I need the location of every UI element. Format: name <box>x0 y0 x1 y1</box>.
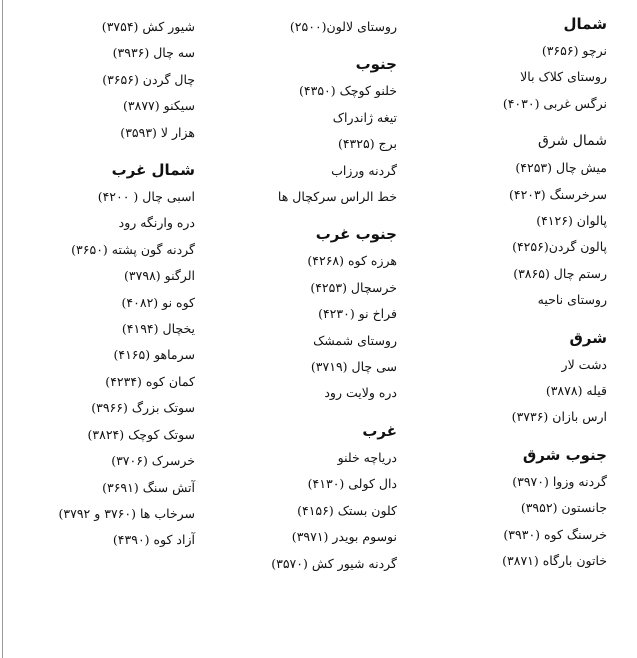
column-middle <box>227 14 397 591</box>
section-heading: جنوب شرق <box>522 445 607 464</box>
section-continued <box>227 14 397 40</box>
list-item: گردنه گون پشته (۳۶۵۰) <box>71 241 195 257</box>
list-item: خط الراس سرکچال ها <box>277 189 397 205</box>
section-heading: شرق <box>569 328 607 347</box>
list-item: دال کولی (۴۱۳۰) <box>307 476 397 492</box>
list-item: خرسنگ کوه (۳۹۳۰) <box>503 526 607 542</box>
list-item: برج (۴۳۲۵) <box>337 136 397 152</box>
list-item: خلنو کوچک (۴۳۵۰) <box>299 83 397 99</box>
list-item: قیله (۳۸۷۸) <box>545 383 607 399</box>
section-north <box>437 14 607 117</box>
section-east <box>437 328 607 431</box>
list-item: هزار لا (۳۵۹۳) <box>120 124 195 140</box>
list-item: سیکنو (۳۸۷۷) <box>123 98 195 114</box>
list-item: نرچو (۳۶۵۶) <box>541 43 607 58</box>
list-item: هرزه کوه (۴۲۶۸) <box>307 253 397 269</box>
section-heading: شمال <box>563 15 607 33</box>
list-item: سرماهو (۴۱۶۵) <box>113 347 195 363</box>
list-item: سی چال (۳۷۱۹) <box>310 359 397 375</box>
list-item: پالوان (۴۱۲۶) <box>536 213 607 229</box>
list-item: خرسچال (۴۲۵۳) <box>310 279 397 295</box>
section-heading: جنوب <box>355 55 397 74</box>
list-item: روستای ناحیه <box>537 292 607 308</box>
list-item: نرگس غربی (۴۰۳۰) <box>502 95 607 111</box>
section-heading: جنوب غرب <box>315 225 397 244</box>
list-item: آتش سنگ (۳۶۹۱) <box>102 479 195 495</box>
list-item: روستای لالون(۲۵۰۰) <box>289 19 397 34</box>
list-item: جانستون (۳۹۵۲) <box>520 500 607 516</box>
list-item: سرخاب ها (۳۷۶۰ و ۳۷۹۲) <box>58 505 195 521</box>
list-item: دریاچه خلنو <box>337 449 397 465</box>
list-item: روستای شمشک <box>313 332 397 348</box>
list-item: یخچال (۴۱۹۴) <box>121 321 195 337</box>
list-item: چال گردن (۳۶۵۶) <box>102 71 195 87</box>
list-item: خاتون بارگاه (۳۸۷۱) <box>502 553 607 569</box>
list-item: دره وارنگه رود <box>118 215 195 231</box>
list-item: سه چال (۳۹۳۶) <box>112 45 195 61</box>
list-item: کمان کوه (۴۲۳۴) <box>105 373 195 389</box>
list-item: کلون بستک (۴۱۵۶) <box>297 502 397 518</box>
list-item: سوتک بزرگ (۳۹۶۶) <box>91 400 195 416</box>
section-west <box>227 421 397 577</box>
column-right <box>437 14 607 589</box>
section-heading: شمال غرب <box>111 161 195 180</box>
page-edge-line <box>2 0 3 658</box>
list-item: ارس بازان (۳۷۳۶) <box>511 409 607 425</box>
section-southwest <box>227 224 397 406</box>
section-heading: غرب <box>362 421 397 440</box>
list-item: الرگنو (۳۷۹۸) <box>124 268 195 284</box>
list-item: گردنه شیور کش (۳۵۷۰) <box>271 555 397 571</box>
column-left <box>10 14 195 568</box>
list-item: آزاد کوه (۴۳۹۰) <box>112 532 195 548</box>
section-south <box>227 54 397 210</box>
list-item: دشت لار <box>561 356 607 372</box>
list-item: پالون گردن(۴۲۵۶) <box>512 239 607 255</box>
list-item: فراخ نو (۴۲۳۰) <box>318 306 397 322</box>
list-item: گردنه وزوا (۳۹۷۰) <box>512 473 607 489</box>
list-item: شیور کش (۳۷۵۴) <box>101 19 195 34</box>
list-item: تیغه ژاندراک <box>332 109 397 125</box>
list-item: سوتک کوچک (۳۸۲۴) <box>87 426 195 442</box>
list-item: روستای کلاک بالا <box>520 69 607 85</box>
list-item: دره ولایت رود <box>324 385 397 401</box>
list-item: سرخرسنگ (۴۲۰۳) <box>508 186 607 202</box>
list-item: خرسرک (۳۷۰۶) <box>111 453 195 469</box>
list-item: میش چال (۴۲۵۳) <box>515 160 607 176</box>
section-northeast <box>437 131 607 313</box>
list-item: رستم چال (۳۸۶۵) <box>513 265 607 281</box>
list-item: کوه نو (۴۰۸۲) <box>121 294 195 310</box>
section-northwest <box>10 160 195 554</box>
section-continued <box>10 14 195 146</box>
list-item: گردنه ورزاب <box>331 162 397 178</box>
section-southeast <box>437 445 607 575</box>
list-item: اسبی چال ( ۴۲۰۰) <box>97 189 195 205</box>
list-item: نوسوم بویدر (۳۹۷۱) <box>291 529 397 545</box>
section-heading: شمال شرق <box>537 133 607 150</box>
